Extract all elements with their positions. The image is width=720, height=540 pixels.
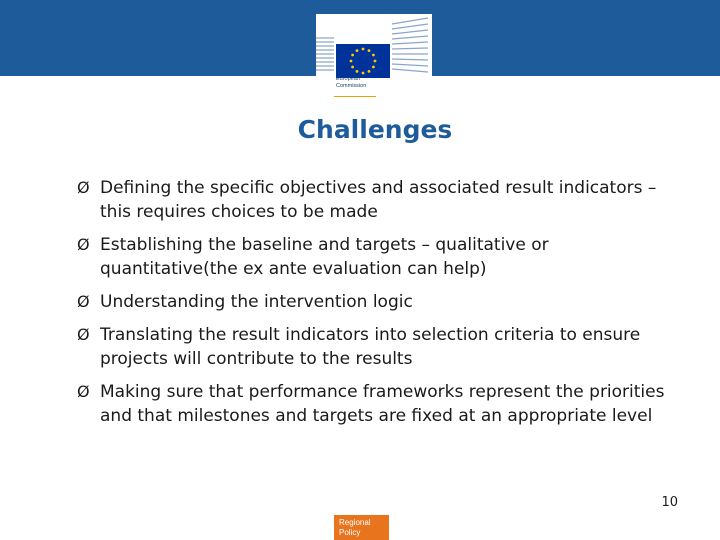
bullet-item xyxy=(76,176,686,224)
arrow-bullet-icon: Ø xyxy=(77,178,90,197)
bullet-text: Understanding the intervention logic xyxy=(100,292,413,312)
logo-underline xyxy=(334,96,376,97)
page-number: 10 xyxy=(661,495,678,510)
bullet-item xyxy=(76,323,686,371)
arrow-bullet-icon: Ø xyxy=(77,235,90,254)
bullet-item xyxy=(76,380,686,428)
bullet-text: Translating the result indicators into selection criteria to ensure projects will contribute to the results xyxy=(100,325,641,369)
regional-policy-badge xyxy=(334,515,389,540)
bullet-item xyxy=(76,290,686,314)
bullet-item xyxy=(76,233,686,281)
bullet-list xyxy=(76,176,686,437)
bullet-text: Establishing the baseline and targets – qualitative or quantitative(the ex ante evaluation can help) xyxy=(100,235,549,279)
badge-line-1: Regional xyxy=(339,518,371,527)
logo-caption-line-1: European xyxy=(336,76,360,82)
logo-caption-line-2: Commission xyxy=(336,83,367,89)
arrow-bullet-icon: Ø xyxy=(77,325,90,344)
bullet-text: Making sure that performance frameworks represent the priorities and that milestones and targets are fixed at an appropriate level xyxy=(100,382,665,426)
bullet-text: Defining the specific objectives and associated result indicators – this requires choices to be made xyxy=(100,178,657,222)
arrow-bullet-icon: Ø xyxy=(77,382,90,401)
badge-line-2: Policy xyxy=(339,527,361,537)
logo-caption xyxy=(336,76,386,90)
arrow-bullet-icon: Ø xyxy=(77,292,90,311)
slide-title: Challenges xyxy=(297,115,453,144)
